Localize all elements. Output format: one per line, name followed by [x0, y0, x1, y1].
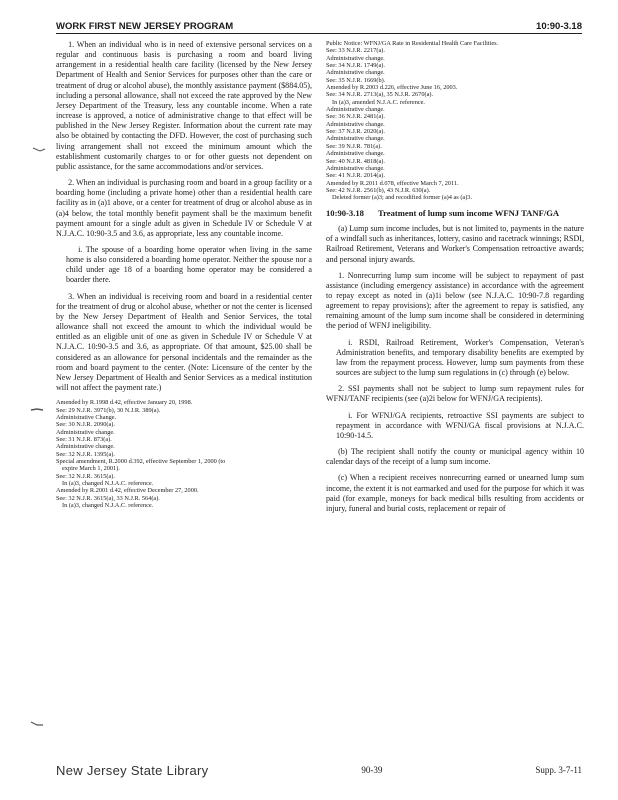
history-line: See: 42 N.J.R. 2561(b), 43 N.J.R. 630(a). [326, 186, 431, 194]
history-line: Amended by R.2003 d.226, effective June 16, 2003. [326, 84, 458, 92]
history-line: Public Notice: WFNJ/GA Rate in Residential Health Care Facilities. [326, 40, 499, 47]
history-line: In (a)3, amended N.J.A.C. reference. [332, 98, 426, 106]
subsection-c: (c) When a recipient receives nonrecurring earned or unearned lump sum income, the extent it is not earmarked and used for the purpose for which it was paid (for example, moneys for back medical bills resulting from accidents or injury, funeral and burial costs, replacement or repair of [326, 473, 584, 513]
change-mark-icon [32, 146, 46, 154]
history-line: Administrative change. [56, 443, 115, 451]
subsection-a: (a) Lump sum income includes, but is not limited to, payments in the nature of a windfall such as inheritances, lottery, casino and racetrack winnings; RSDI, Railroad Retirement, Veterans and Worker's Compensation retroactive awards; and personal injury awards. [326, 224, 584, 264]
history-line: See: 33 N.J.R. 2217(a). [326, 47, 385, 55]
change-mark-icon [30, 405, 44, 413]
history-line: See: 32 N.J.R. 3615(a). [56, 472, 115, 480]
history-line: expire March 1, 2001). [62, 465, 120, 473]
history-line: Administrative change. [56, 428, 115, 436]
section-number: 10:90-3.18 [326, 207, 364, 218]
paragraph-a-1-i: i. RSDI, Railroad Retirement, Worker's Compensation, Veteran's Administration benefits, and temporary disability benefits are exempted by law from the repayment process. However, lump sum payments from these sources are subject to the lump sum regulations in (c) through (e) below. [336, 337, 584, 378]
paragraph-3: 3. When an individual is receiving room and board in a residential center for the treatment of drug or alcohol abuse, whether or not the center is licensed by the New Jersey Department of Health and Senior Services, the total allowance shall not exceed the amount to which the individual would be entitled as an eligible unit of one as given in Schedule IV or Schedule V at N.J.A.C. 10:90-3.5 and 3.6, as appropriate. Of that amount, $25.00 shall be considered as an allowance for personal incidentals and the remainder as the room and board payment to the center. (Note: Licensure of the center by the New Jersey Department of Health and Senior Services as a medical institution will not affect the payment rate.) [56, 291, 312, 392]
header-rule [56, 33, 582, 34]
running-title: WORK FIRST NEW JERSEY PROGRAM [56, 21, 234, 32]
left-column [56, 40, 312, 515]
history-notes-left [56, 399, 312, 509]
history-line: See: 41 N.J.R. 2014(a). [326, 172, 385, 180]
history-line: See: 32 N.J.R. 1395(a). [56, 450, 115, 458]
history-line: Administrative change. [326, 164, 385, 172]
history-line: Deleted former (a)3; and recodified former (a)4 as (a)3. [332, 194, 473, 202]
history-notes-right [326, 40, 584, 202]
history-line: Administrative change. [326, 120, 385, 128]
history-line: See: 31 N.J.R. 873(a). [56, 435, 112, 443]
section-heading [326, 208, 584, 219]
history-line: In (a)3, changed N.J.A.C. reference. [62, 501, 154, 509]
history-line: Administrative change. [326, 150, 385, 158]
page-footer [56, 760, 582, 780]
paragraph-a-2-i: i. For WFNJ/GA recipients, retroactive SSI payments are subject to repayment in accordance with WFNJ/GA fiscal provisions at N.J.A.C. 10:90-14.5. [336, 410, 584, 440]
history-line: Amended by R.2001 d.42, effective December 27, 2000. [56, 487, 199, 495]
right-column [326, 40, 584, 520]
page-header [56, 14, 582, 32]
history-line: See: 34 N.J.R. 2713(a), 35 N.J.R. 2670(a). [326, 91, 434, 99]
history-line: Amended by R.2011 d.078, effective March 7, 2011. [326, 179, 459, 187]
paragraph-a-2: 2. SSI payments shall not be subject to lump sum repayment rules for WFNJ/TANF recipients (see (a)2i below for WFNJ/GA recipients). [326, 384, 584, 404]
history-line: Administrative change. [326, 54, 385, 62]
history-line: See: 29 N.J.R. 3971(b), 30 N.J.R. 389(a). [56, 406, 161, 414]
history-line: Amended by R.1998 d.42, effective January 20, 1998. [56, 399, 193, 407]
history-line: See: 39 N.J.R. 781(a). [326, 142, 382, 150]
history-line: In (a)3, changed N.J.A.C. reference. [62, 479, 154, 487]
history-line: Administrative change. [326, 106, 385, 114]
paragraph-1: 1. When an individual who is in need of extensive personal services on a regular and continuous basis is purchasing a room and board living arrangement in a residential health care facility (licensed by the New Jersey Department of Health and Senior Services for purposes other than the care or treatment of drug or alcohol abuse), the monthly assistance payment ($884.05), including a personal allowance, shall not exceed the rate approved by the New Jersey Department of the Treasury, less any countable income. When a rate increase is approved, a notice of administrative change to that effect will be published in the New Jersey Register. Information about the current rate may also be obtained by contacting the DFD. However, the cost of purchasing such living arrangement shall not exceed the minimum amount which the establishment customarily charges to or for other guests not dependent on public assistance, for the same accommodations and/or services. [56, 40, 312, 171]
history-line: Administrative change. [326, 69, 385, 77]
paragraph-2-i: i. The spouse of a boarding home operator when living in the same home is also considered a boarding home operator. Neither the spouse nor a child under age 18 of a boarding home operator may be considered a boarder there. [66, 244, 312, 285]
library-watermark: New Jersey State Library [56, 762, 209, 778]
history-line: See: 30 N.J.R. 2090(a). [56, 421, 115, 429]
history-line: See: 34 N.J.R. 1749(a). [326, 62, 385, 70]
history-line: See: 40 N.J.R. 4818(a). [326, 157, 385, 165]
subsection-b: (b) The recipient shall notify the county or municipal agency within 10 calendar days of the receipt of a lump sum income. [326, 447, 584, 467]
history-line: See: 35 N.J.R. 1669(b). [326, 76, 386, 84]
history-line: Administrative change. [326, 135, 385, 143]
section-reference: 10:90-3.18 [536, 21, 582, 32]
history-line: See: 37 N.J.R. 2020(a). [326, 128, 385, 136]
supplement-date: Supp. 3-7-11 [535, 765, 582, 775]
change-mark-icon [30, 720, 44, 728]
history-line: See: 36 N.J.R. 2481(a). [326, 113, 385, 121]
history-line: Special amendment, R.2000 d.392, effective September 1, 2000 (to [56, 457, 226, 465]
section-title: Treatment of lump sum income WFNJ TANF/GA [378, 207, 560, 218]
history-line: Administrative Change. [56, 413, 117, 421]
paragraph-2: 2. When an individual is purchasing room and board in a group facility or a boarding home (including a private home) other than a residential health care facility as in (a)1 above, or a center for treatment of drug or alcohol abuse as in (a)4 below, the total monthly benefit payment shall be the maximum benefit payment amount for a single adult as given in Schedule IV or Schedule V at N.J.A.C. 10:90-3.5 and 3.6, as appropriate, less any countable income. [56, 178, 312, 238]
paragraph-a-1: 1. Nonrecurring lump sum income will be subject to repayment of past assistance (including emergency assistance) in accordance with the agreement to repay except as noted in (a)1i below (see N.J.A.C. 10:90-7.8 regarding agreement to repay provisions); after the agreement to repay is satisfied, any remaining amount of the lump sum income shall be considered in determining the period of WFNJ ineligibility. [326, 270, 584, 331]
history-line: See: 32 N.J.R. 3615(a), 33 N.J.R. 564(a). [56, 494, 160, 502]
page-number: 90-39 [361, 765, 383, 775]
